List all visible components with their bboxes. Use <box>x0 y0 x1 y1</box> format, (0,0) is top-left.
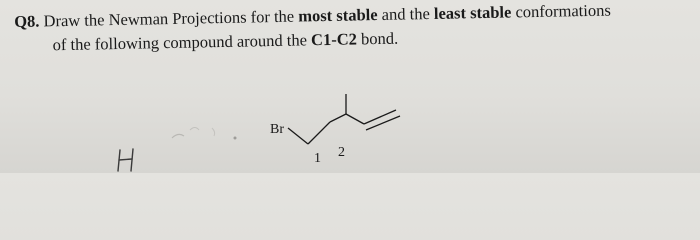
bond-c1-c2 <box>308 122 330 144</box>
least-stable-emphasis: least stable <box>433 2 512 23</box>
question-number: Q8. <box>14 11 40 31</box>
question-text-part: and the <box>381 4 430 24</box>
question-text-part: of the following compound around the <box>52 30 308 55</box>
question-text-part: conformations <box>515 0 611 22</box>
bond-br-c1 <box>288 128 308 144</box>
bond-c3-c4 <box>346 114 364 124</box>
carbon-2-label: 2 <box>338 145 345 160</box>
bond-label: C1-C2 <box>310 29 358 50</box>
most-stable-emphasis: most stable <box>298 5 378 26</box>
question-text-part: bond. <box>360 28 399 49</box>
alkene-bond <box>364 110 396 124</box>
carbon-1-label: 1 <box>314 151 321 166</box>
faint-pencil-marks <box>150 108 240 158</box>
bromine-label: Br <box>270 122 284 137</box>
handwritten-h <box>114 147 142 173</box>
bond-c2-c3 <box>330 114 346 122</box>
alkene-bond-second-line <box>366 116 400 130</box>
question-text <box>14 0 695 58</box>
skeletal-structure <box>268 86 418 166</box>
question-text-part: Draw the Newman Projections for the <box>43 6 295 31</box>
